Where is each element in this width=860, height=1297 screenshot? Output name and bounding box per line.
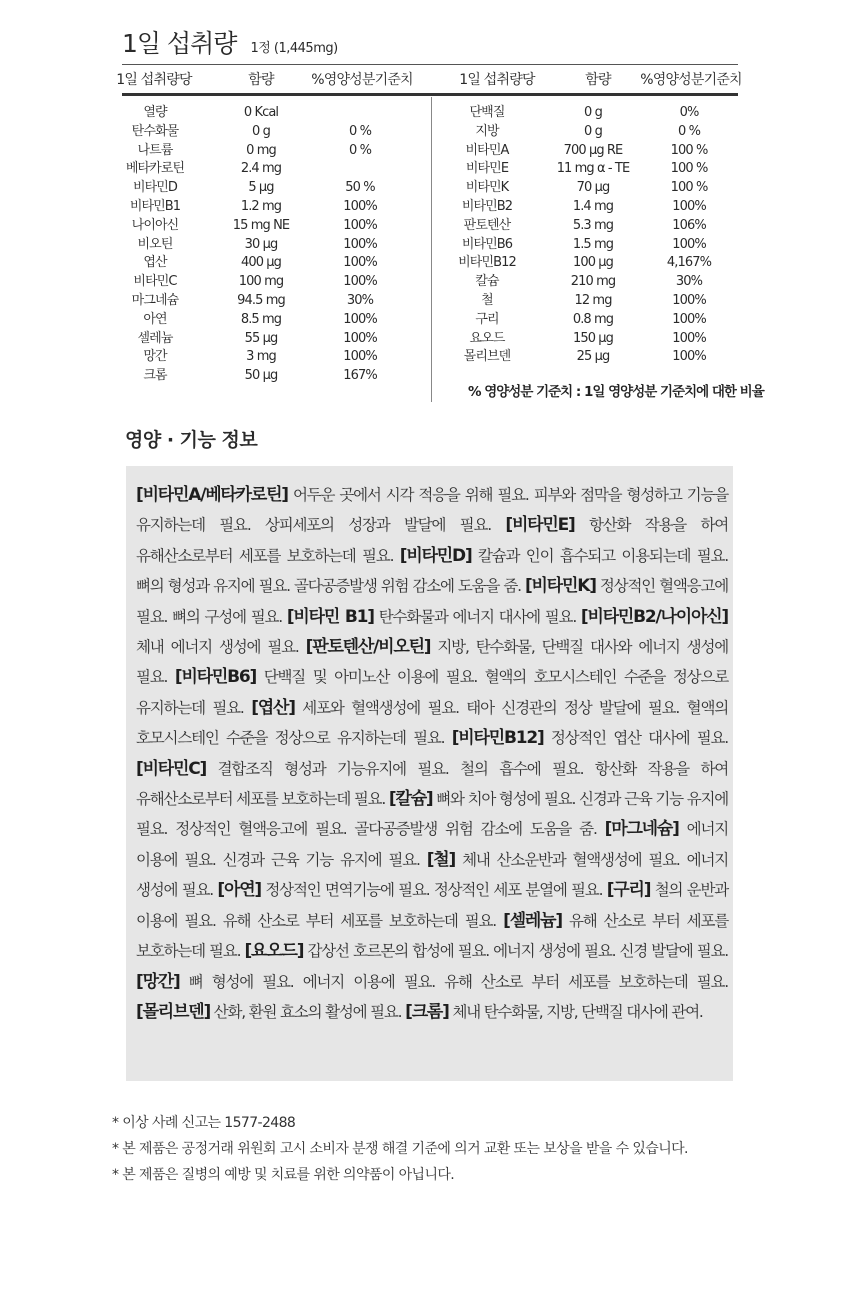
nutrient-percent: 167% [343,368,377,384]
nutrient-amount: 1.5 mg [572,236,614,252]
nutrient-percent: 100% [343,236,377,252]
nutrient-function-text: 항산화 작용을 하여 유해산소로부터 세포를 보호하는데 필요. [136,516,729,565]
left-nutrient-names [112,104,198,386]
intake-title: 1일 섭취량 [122,29,237,58]
nutrient-function-text: 단백질 및 아미노산 이용에 필요. 혈액의 호모시스테인 수준을 정상으로 유지하는데 필요. [136,668,728,717]
nutrient-keyword: [몰리브덴] [136,1001,211,1022]
nutrient-keyword: [망간] [136,971,180,992]
nutrient-amount: 150 μg [572,330,614,346]
nutrient-percent: 0 % [677,123,701,139]
nutrient-keyword: [비타민D] [399,545,472,566]
nutrient-amount: 12 mg [574,292,612,308]
nutrient-amount: 55 μg [244,330,278,346]
nutrient-name: 망간 [143,349,167,365]
nutrient-function-text: 산화, 환원 효소의 활성에 필요. [210,1002,406,1021]
nutrient-keyword: [비타민 B1] [286,606,374,627]
nutrient-name: 셀레늄 [137,330,173,346]
nutrient-name: 비타민K [465,180,509,196]
nutrient-keyword: [크롬] [405,1001,449,1022]
nutrient-name: 철 [481,292,493,308]
nutrient-function-text: 에너지 이용에 필요. 신경과 근육 기능 유지에 필요. [136,820,729,869]
nutrient-amount: 3 mg [246,349,276,365]
nutrient-percent: 100% [672,330,706,346]
nutrient-function-text: 세포와 혈액생성에 필요. 태아 신경관의 정상 발달에 필요. 혈액의 호모시스테인 수준을 정상으로 유지하는데 필요. [136,698,728,748]
header-amount-right: 함량 [585,72,611,88]
nutrient-percent: 100% [343,330,377,346]
nutrient-amount: 5 μg [248,180,274,196]
left-nutrient-amounts [218,104,304,386]
nutrient-name: 비오틴 [137,236,173,252]
nutrient-keyword: [비타민K] [524,576,596,597]
nutrient-name: 베타카로틴 [125,161,185,177]
nutrient-name: 비타민B1 [129,198,181,214]
nutrient-keyword: [비타민B12] [451,728,544,749]
nutrient-name: 지방 [475,123,499,139]
nutrient-name: 나이아신 [131,217,179,233]
nutrient-keyword: [셀레늄] [503,910,562,931]
nutrient-percent: 100% [343,198,377,214]
table-footnote: % 영양성분 기준치 : 1일 영양성분 기준치에 대한 비율 [468,384,764,400]
nutrient-name: 비타민D [132,180,178,196]
nutrient-function-text: 정상적인 혈액응고에 필요. 뼈의 구성에 필요. [136,577,728,626]
nutrient-function-text: 어두운 곳에서 시각 적응을 위해 필요. 피부와 점막을 형성하고 기능을 유지하는데 필요. 상피세포의 성장과 발달에 필요. [136,486,728,535]
nutrient-name: 요오드 [469,330,505,346]
nutrient-keyword: [아연] [217,880,261,901]
nutrient-percent: 50 % [345,180,375,196]
nutrient-percent: 0 % [348,123,372,139]
nutrient-name: 탄수화물 [131,123,179,139]
nutrient-function-text: 체내 산소운반과 혈액생성에 필요. 에너지 생성에 필요. [136,850,728,900]
table-header-row [116,64,742,96]
nutrient-name: 비타민C [133,274,177,290]
nutrient-amount: 1.4 mg [572,198,614,214]
nutrient-function-text: 체내 에너지 생성에 필요. [136,638,306,657]
nutrient-name: 비타민B6 [461,236,513,252]
nutrient-percent: 100 % [670,180,708,196]
nutrient-name: 비타민B2 [461,198,513,214]
nutrient-amount: 0.8 mg [572,311,614,327]
nutrient-name: 열량 [143,105,167,120]
nutrient-function-text: 결합조직 형성과 기능유지에 필요. 철의 흡수에 필요. 항산화 작용을 하여 유해산소로부터 세포를 보호하는데 필요. [136,759,728,809]
nutrient-function-text: 지방, 탄수화물, 단백질 대사와 에너지 생성에 필요. [136,638,729,687]
nutrient-amount: 400 μg [240,255,282,271]
nutrient-keyword: [마그네슘] [604,819,679,840]
nutrient-name: 엽산 [143,255,167,271]
nutrient-percent: 100% [672,236,706,252]
nutrient-amount: 0 g [584,105,602,120]
nutrient-keyword: [칼슘] [388,789,433,810]
nutrient-percent: 100% [343,255,377,271]
nutrient-amount: 2.4 mg [240,161,282,177]
header-amount-left: 함량 [248,72,274,88]
note-report: * 이상 사례 신고는 1577-2488 [112,1115,296,1131]
nutrient-percent: 0 % [348,142,372,158]
notes-list [112,1110,812,1188]
nutrient-percent [317,104,403,123]
nutrient-keyword: [비타민A/베타카로틴] [136,485,288,505]
nutrient-percent: 100% [672,292,706,308]
nutrient-name: 단백질 [469,105,505,120]
info-paragraph [136,480,728,1027]
nutrient-name: 나트륨 [137,142,173,158]
right-nutrient-names [444,104,530,367]
nutrition-table [116,64,764,404]
nutrient-percent: 100% [672,311,706,327]
nutrient-amount: 25 μg [576,349,610,365]
nutrient-amount: 8.5 mg [240,311,282,327]
nutrient-amount: 1.2 mg [240,198,282,214]
table-divider [431,97,432,402]
nutrient-amount: 50 μg [244,368,278,384]
nutrient-function-text: 뼈와 치아 형성에 필요. 신경과 근육 기능 유지에 필요. 정상적인 혈액응고에 필요. 골다공증발생 위험 감소에 도움을 줌. [136,790,729,839]
nutrient-amount: 5.3 mg [572,217,614,233]
nutrient-amount: 11 mg α - TE [556,161,630,177]
nutrient-percent: 100 % [670,161,708,177]
nutrient-amount: 100 mg [238,274,284,290]
nutrient-amount: 0 mg [246,142,276,158]
right-nutrient-percents [646,104,732,367]
nutrient-function-text: 탄수화물과 에너지 대사에 필요. [373,607,581,626]
info-box [126,466,733,1081]
nutrient-name: 아연 [143,311,167,327]
nutrient-amount: 94.5 mg [237,292,285,308]
header-per-intake-left: 1일 섭취량당 [116,72,192,88]
nutrient-percent [317,160,403,179]
nutrient-name: 비타민E [465,161,509,177]
nutrient-name: 칼슘 [475,274,499,290]
nutrient-function-text: 유해 산소로 부터 세포를 보호하는데 필요. [136,911,728,961]
nutrient-percent: 30% [346,292,374,308]
nutrient-name: 마그네슘 [131,292,179,308]
nutrient-function-text: 정상적인 면역기능에 필요. 정상적인 세포 분열에 필요. [261,881,607,900]
header-per-intake-right: 1일 섭취량당 [459,72,535,88]
nutrient-function-text: 체내 탄수화물, 지방, 단백질 대사에 관여. [448,1002,703,1021]
nutrient-keyword: [비타민E] [505,515,575,536]
nutrient-percent: 4,167% [666,255,712,271]
nutrient-amount: 15 mg NE [232,217,290,233]
nutrient-name: 구리 [475,311,499,327]
nutrient-percent: 30% [675,274,703,290]
nutrient-percent: 100% [672,349,706,365]
note-not-medicine: * 본 제품은 질병의 예방 및 치료를 위한 의약품이 아닙니다. [112,1167,455,1183]
nutrient-percent: 0% [679,105,699,120]
nutrient-keyword: [엽산] [251,697,295,718]
nutrient-percent: 100% [672,198,706,214]
nutrient-amount: 30 μg [244,236,278,252]
nutrient-keyword: [비타민C] [136,758,207,779]
left-nutrient-percents [317,104,403,386]
nutrient-function-text: 뼈 형성에 필요. 에너지 이용에 필요. 유해 산소로 부터 세포를 보호하는데 필요. [179,972,728,991]
header-percent-right: %영양성분기준치 [640,72,742,88]
nutrient-function-text: 갑상선 호르몬의 합성에 필요. 에너지 생성에 필요. 신경 발달에 필요. [303,942,729,961]
right-nutrient-amounts [550,104,636,367]
nutrient-percent: 100 % [670,142,708,158]
nutrient-keyword: [판토텐산/비오틴] [305,637,431,658]
info-section-title: 영양 · 기능 정보 [125,429,258,451]
intake-header [122,24,338,64]
intake-serving-size: 1정 (1,445mg) [250,41,338,56]
nutrient-name: 판토텐산 [463,217,511,233]
note-compensation: * 본 제품은 공정거래 위원회 고시 소비자 분쟁 해결 기준에 의거 교환 또는 보상을 받을 수 있습니다. [112,1141,688,1157]
nutrient-amount: 70 μg [576,180,610,196]
nutrient-keyword: [비타민B2/나이아신] [580,606,728,627]
nutrient-percent: 100% [343,217,377,233]
nutrient-function-text: 정상적인 엽산 대사에 필요. [543,729,728,748]
nutrient-amount: 0 g [252,123,270,139]
nutrient-percent: 100% [343,274,377,290]
nutrient-percent: 100% [343,349,377,365]
nutrient-amount: 210 mg [570,274,616,290]
nutrient-percent: 106% [672,217,706,233]
nutrient-keyword: [철] [426,849,456,870]
nutrient-amount: 100 μg [572,255,614,271]
nutrient-amount: 0 g [584,123,602,139]
nutrient-function-text: 철의 운반과 이용에 필요. 유해 산소로 부터 세포를 보호하는데 필요. [136,881,728,930]
nutrient-name: 비타민B12 [458,255,516,271]
nutrient-amount: 0 Kcal [243,105,279,120]
nutrient-amount: 700 μg RE [563,142,623,158]
nutrient-name: 몰리브덴 [463,349,511,365]
nutrient-function-text: 칼슘과 인이 흡수되고 이용되는데 필요. 뼈의 형성과 유지에 필요. 골다공증발생 위험 감소에 도움을 줌. [136,546,729,596]
nutrient-name: 비타민A [465,142,509,158]
nutrient-keyword: [요오드] [244,941,304,962]
nutrient-percent: 100% [343,311,377,327]
nutrient-keyword: [구리] [606,880,651,901]
nutrient-keyword: [비타민B6] [174,667,257,688]
header-percent-left: %영양성분기준치 [311,72,413,88]
nutrient-name: 크롬 [143,368,167,384]
